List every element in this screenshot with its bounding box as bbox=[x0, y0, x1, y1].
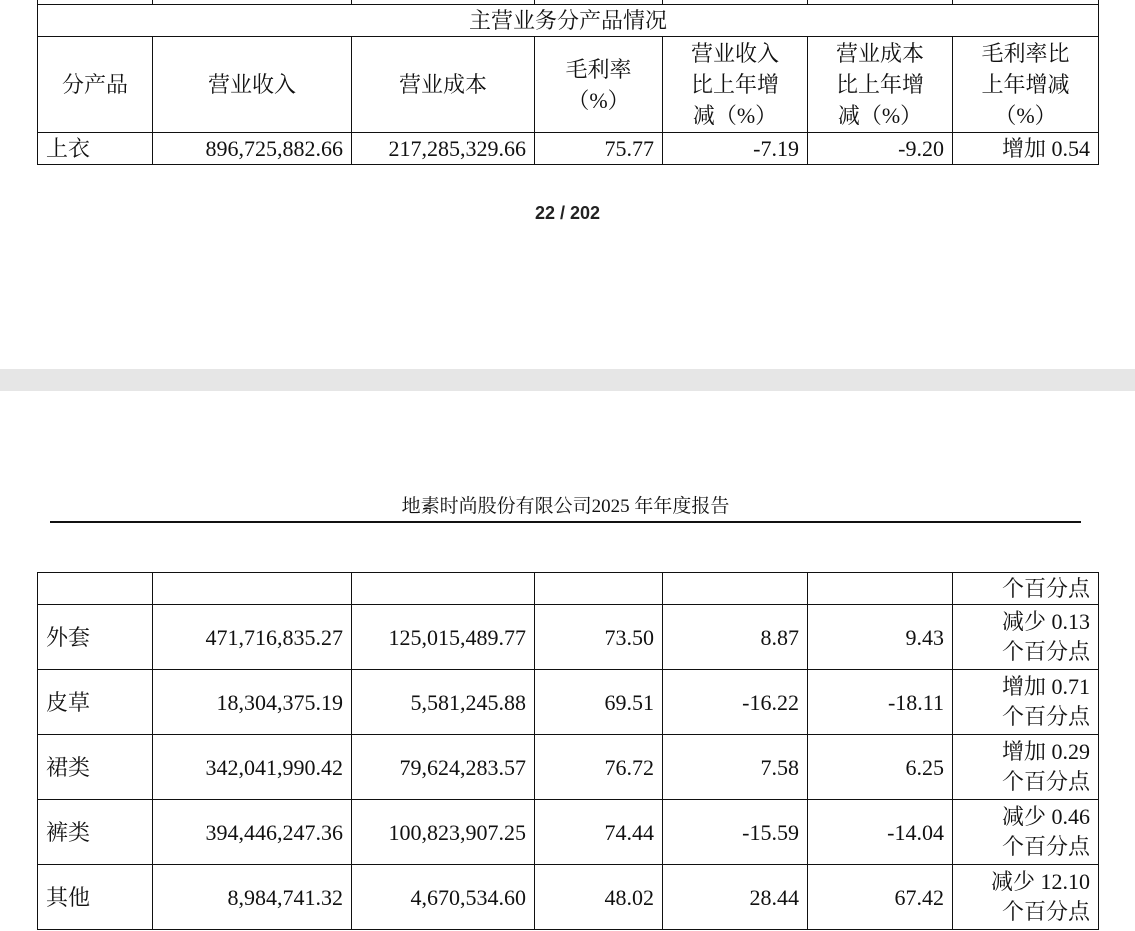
header-cost-chg-line3: 减（%） bbox=[837, 103, 923, 128]
cell-product: 皮草 bbox=[38, 670, 153, 735]
margin-change-line1: 减少 0.13 bbox=[1001, 609, 1090, 634]
header-revenue: 营业收入 bbox=[153, 37, 352, 133]
cell-revenue-change: 28.44 bbox=[663, 865, 808, 930]
table-row bbox=[38, 605, 1099, 670]
report-header: 地素时尚股份有限公司2025 年年度报告 bbox=[401, 496, 730, 517]
header-cost-change bbox=[808, 37, 953, 133]
table-row bbox=[38, 670, 1099, 735]
header-row bbox=[38, 37, 1099, 133]
cell-revenue: 342,041,990.42 bbox=[153, 735, 352, 800]
cell-margin-change: 增加 0.54 bbox=[953, 133, 1099, 165]
header-rev-chg-line3: 减（%） bbox=[692, 103, 778, 128]
header-margin-line1: 毛利率 bbox=[565, 56, 632, 82]
cell-revenue-change: -7.19 bbox=[663, 133, 808, 165]
cell-cost: 100,823,907.25 bbox=[352, 800, 535, 865]
cell-margin: 75.77 bbox=[535, 133, 663, 165]
cell-cost: 5,581,245.88 bbox=[352, 670, 535, 735]
cell-revenue: 394,446,247.36 bbox=[153, 800, 352, 865]
cell-cost: 79,624,283.57 bbox=[352, 735, 535, 800]
cell-product: 裤类 bbox=[38, 800, 153, 865]
margin-change-line1: 减少 12.10 bbox=[990, 869, 1090, 894]
cell-margin: 74.44 bbox=[535, 800, 663, 865]
header-cost: 营业成本 bbox=[352, 37, 535, 133]
cell-revenue-change: 7.58 bbox=[663, 735, 808, 800]
cell-margin: 48.02 bbox=[535, 865, 663, 930]
cell-margin-change bbox=[953, 605, 1099, 670]
cell-margin: 76.72 bbox=[535, 735, 663, 800]
cell-revenue: 18,304,375.19 bbox=[153, 670, 352, 735]
cell-revenue-change: -15.59 bbox=[663, 800, 808, 865]
cell-product: 外套 bbox=[38, 605, 153, 670]
cell-margin-change bbox=[953, 800, 1099, 865]
cell-margin-change bbox=[953, 670, 1099, 735]
cell-cost: 4,670,534.60 bbox=[352, 865, 535, 930]
product-segment-table-top bbox=[37, 0, 1099, 165]
header-revenue-change bbox=[663, 37, 808, 133]
cell-revenue-change: 8.87 bbox=[663, 605, 808, 670]
cell-margin-change bbox=[953, 735, 1099, 800]
margin-change-line2: 个百分点 bbox=[1001, 704, 1090, 729]
page-22 bbox=[0, 0, 1135, 369]
cell-product: 上衣 bbox=[38, 133, 153, 165]
table-row bbox=[38, 735, 1099, 800]
cell-cost: 125,015,489.77 bbox=[352, 605, 535, 670]
header-product: 分产品 bbox=[38, 37, 153, 133]
table-row bbox=[38, 800, 1099, 865]
cell-product: 裙类 bbox=[38, 735, 153, 800]
section-title: 主营业务分产品情况 bbox=[38, 5, 1099, 37]
cell-revenue: 8,984,741.32 bbox=[153, 865, 352, 930]
header-margin-change bbox=[953, 37, 1099, 133]
cell-margin-change bbox=[953, 865, 1099, 930]
page-number: 22 / 202 bbox=[534, 203, 601, 223]
header-margin-line2: （%） bbox=[567, 87, 630, 113]
cell-margin: 73.50 bbox=[535, 605, 663, 670]
cell-revenue-change: -16.22 bbox=[663, 670, 808, 735]
cell-revenue: 896,725,882.66 bbox=[153, 133, 352, 165]
margin-change-line1: 减少 0.46 bbox=[1001, 804, 1090, 829]
cell-revenue: 471,716,835.27 bbox=[153, 605, 352, 670]
table-row bbox=[38, 133, 1099, 165]
cell-margin-change-continuation: 个百分点 bbox=[953, 573, 1099, 605]
margin-change-line2: 个百分点 bbox=[1001, 639, 1090, 664]
cell-margin: 69.51 bbox=[535, 670, 663, 735]
cell-product: 其他 bbox=[38, 865, 153, 930]
header-margin bbox=[535, 37, 663, 133]
margin-change-line1: 增加 0.71 bbox=[1001, 674, 1090, 699]
cell-cost-change: -9.20 bbox=[808, 133, 953, 165]
table-row bbox=[38, 865, 1099, 930]
cell-cost-change: 6.25 bbox=[808, 735, 953, 800]
continuation-row bbox=[38, 573, 1099, 605]
header-rev-chg-line1: 营业收入 bbox=[690, 41, 779, 66]
header-rule bbox=[50, 521, 1081, 523]
header-cost-chg-line2: 比上年增 bbox=[835, 72, 924, 97]
cell-cost-change: 67.42 bbox=[808, 865, 953, 930]
cell-cost-change: -14.04 bbox=[808, 800, 953, 865]
header-margin-chg-line1: 毛利率比 bbox=[981, 41, 1070, 66]
margin-change-line1: 增加 0.29 bbox=[1001, 739, 1090, 764]
margin-change-line2: 个百分点 bbox=[1001, 769, 1090, 794]
page-23 bbox=[0, 391, 1135, 931]
cell-cost-change: -18.11 bbox=[808, 670, 953, 735]
header-margin-chg-line3: （%） bbox=[994, 103, 1057, 128]
header-margin-chg-line2: 上年增减 bbox=[981, 72, 1070, 97]
margin-change-line2: 个百分点 bbox=[1001, 834, 1090, 859]
header-rev-chg-line2: 比上年增 bbox=[690, 72, 779, 97]
cell-cost: 217,285,329.66 bbox=[352, 133, 535, 165]
product-segment-table-continued bbox=[37, 572, 1099, 930]
margin-change-line2: 个百分点 bbox=[1001, 899, 1090, 924]
page-separator bbox=[0, 369, 1135, 391]
cell-cost-change: 9.43 bbox=[808, 605, 953, 670]
header-cost-chg-line1: 营业成本 bbox=[835, 41, 924, 66]
